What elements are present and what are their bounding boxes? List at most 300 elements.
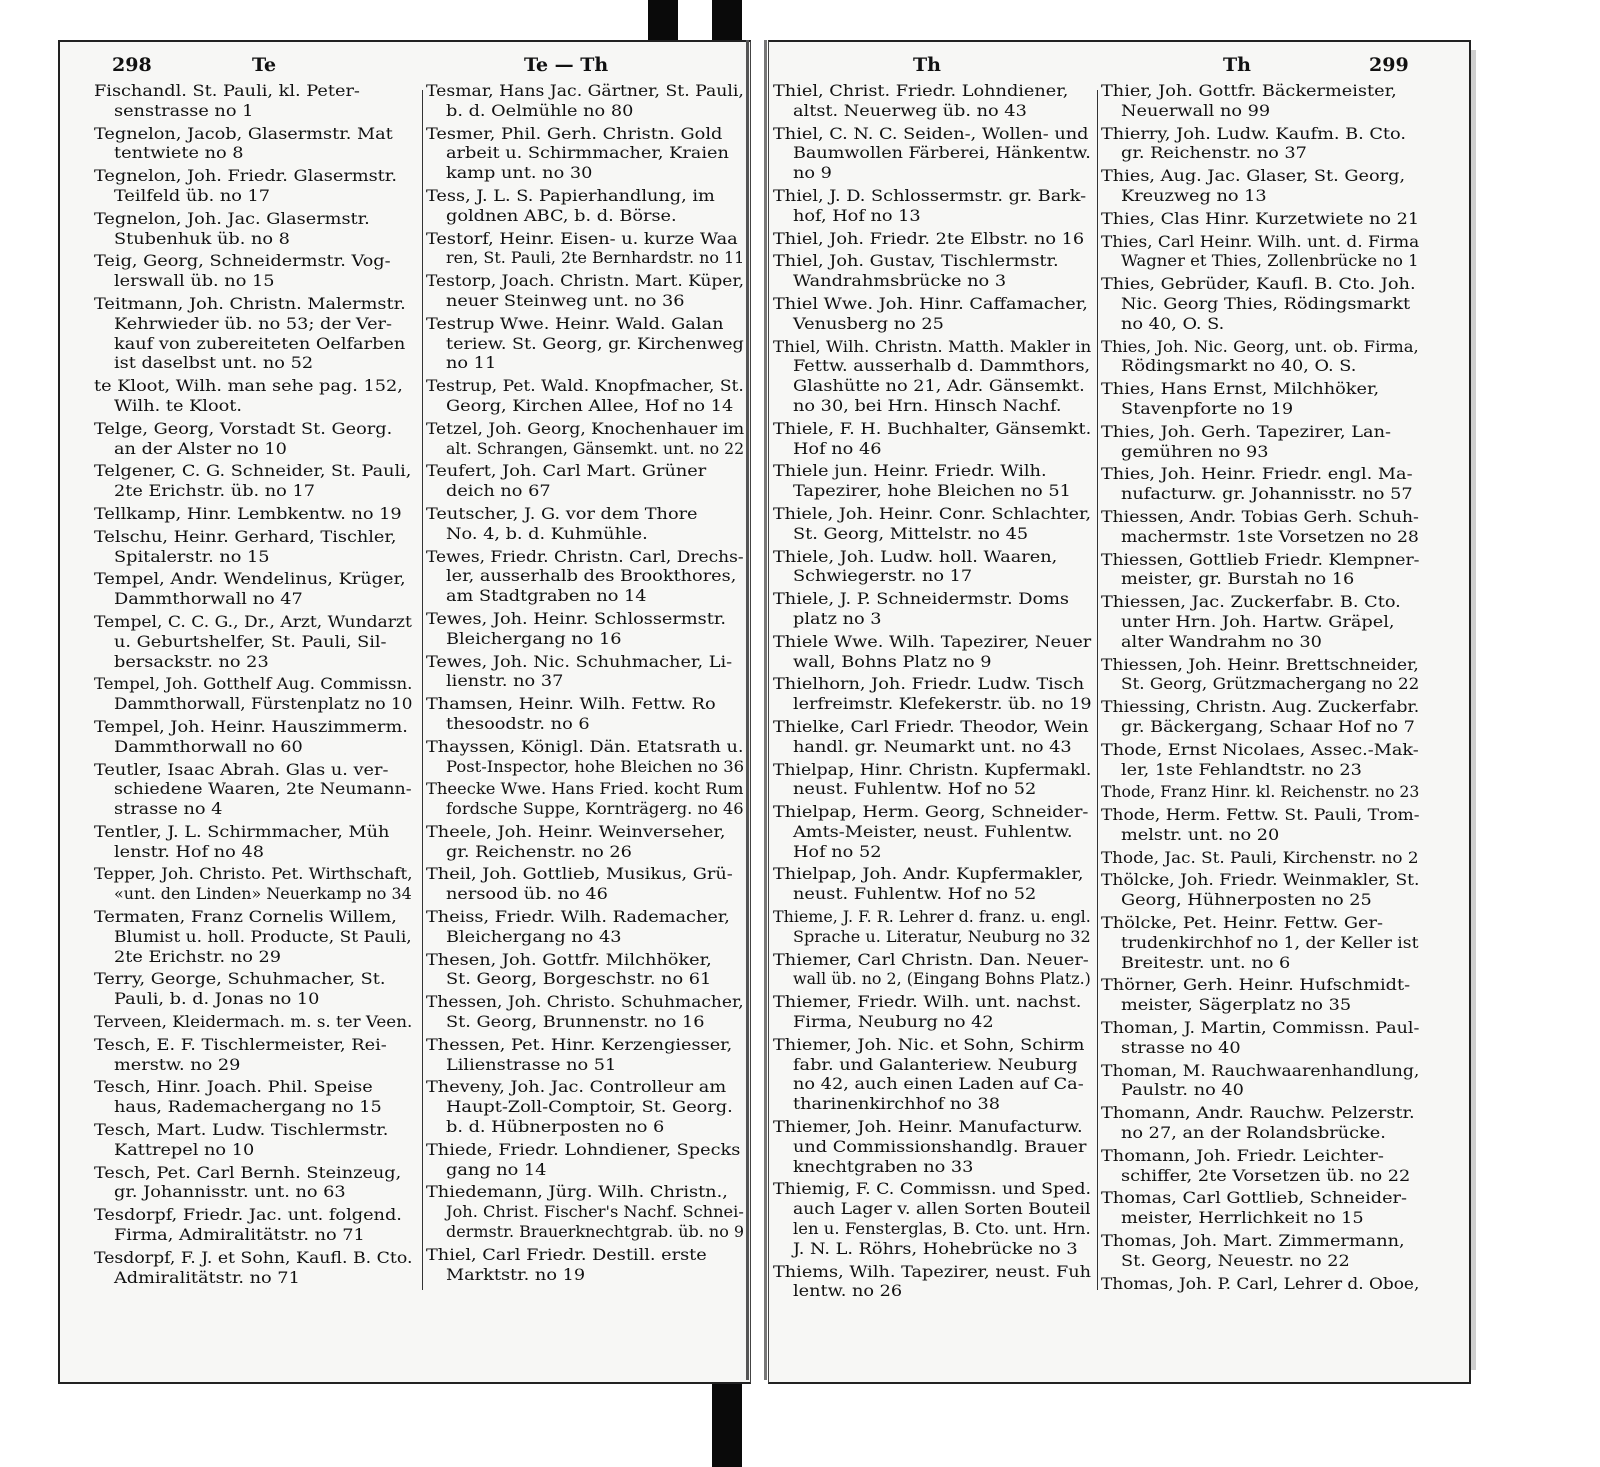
- directory-entry: [426, 951, 744, 991]
- directory-entry: [773, 505, 1091, 545]
- entry-continuation-line: Paulstr. no 40: [1121, 1081, 1244, 1100]
- directory-entry: [1101, 1062, 1419, 1102]
- entry-name-line: Thies, Joh. Nic. Georg, unt. ob. Firma,: [1101, 337, 1419, 356]
- running-head-center-left: Te — Th: [524, 54, 609, 76]
- entry-continuation-line: thesoodstr. no 6: [446, 714, 590, 733]
- entry-continuation-line: arbeit u. Schirmmacher, Kraien: [446, 144, 729, 163]
- entry-name-line: Terveen, Kleidermach. m. s. ter Veen.: [94, 1013, 413, 1032]
- entry-name-line: Tegnelon, Jacob, Glasermstr. Mat: [94, 124, 393, 143]
- directory-entry: [426, 1141, 744, 1181]
- directory-entry: [94, 970, 412, 1010]
- directory-entry: [773, 590, 1091, 630]
- entry-continuation-line: melstr. unt. no 20: [1121, 825, 1280, 844]
- book-spine-left: [746, 40, 749, 1380]
- entry-name-line: Theil, Joh. Gottlieb, Musikus, Grü-: [426, 865, 733, 884]
- entry-name-line: Thies, Joh. Heinr. Friedr. engl. Ma-: [1101, 465, 1413, 484]
- entry-continuation-line: Pauli, b. d. Jonas no 10: [114, 990, 320, 1009]
- directory-entry: [1101, 1189, 1419, 1229]
- entry-continuation-line: Nic. Georg Thies, Rödingsmarkt: [1121, 294, 1411, 313]
- entry-continuation-line: St. Georg, Borgeschstr. no 61: [446, 970, 712, 989]
- entry-continuation-line: no 40, O. S.: [1121, 314, 1225, 333]
- entry-name-line: Thiele, J. P. Schneidermstr. Doms: [773, 590, 1069, 609]
- directory-entry: [94, 613, 412, 672]
- directory-entry: [773, 951, 1091, 991]
- directory-entry: [426, 1246, 744, 1286]
- entry-name-line: Teutscher, J. G. vor dem Thore: [426, 504, 698, 523]
- entry-continuation-line: strasse no 40: [1121, 1038, 1241, 1057]
- entry-continuation-line: dermstr. Brauerknechtgrab. üb. no 9: [446, 1223, 745, 1242]
- entry-continuation-line: St. Georg, Brunnenstr. no 16: [446, 1013, 705, 1032]
- directory-entry: [1101, 1147, 1419, 1187]
- entry-continuation-line: Admiralitätstr. no 71: [114, 1268, 300, 1287]
- entry-continuation-line: no 30, bei Hrn. Hinsch Nachf.: [793, 396, 1062, 415]
- entry-continuation-line: goldnen ABC, b. d. Börse.: [446, 206, 677, 225]
- entry-name-line: Thies, Hans Ernst, Milchhöker,: [1101, 380, 1380, 399]
- directory-entry: [426, 187, 744, 227]
- entry-continuation-line: meister, Herrlichkeit no 15: [1121, 1209, 1364, 1228]
- entry-continuation-line: 2te Erichstr. no 29: [114, 947, 282, 966]
- entry-continuation-line: Stubenhuk üb. no 8: [114, 229, 290, 248]
- directory-entry: [94, 252, 412, 292]
- entry-continuation-line: lerfreimstr. Klefekerstr. üb. no 19: [793, 695, 1092, 714]
- entry-continuation-line: neust. Fuhlentw. Hof no 52: [793, 885, 1037, 904]
- entry-continuation-line: bersackstr. no 23: [114, 652, 269, 671]
- entry-continuation-line: «unt. den Linden» Neuerkamp no 34: [114, 885, 412, 904]
- entry-continuation-line: deich no 67: [446, 482, 551, 501]
- entry-continuation-line: an der Alster no 10: [114, 439, 287, 458]
- entry-continuation-line: Wagner et Thies, Zollenbrücke no 1: [1121, 252, 1419, 271]
- directory-entry: [1101, 233, 1419, 273]
- entry-name-line: Thölcke, Pet. Heinr. Fettw. Ger-: [1101, 914, 1383, 933]
- entry-name-line: Thode, Franz Hinr. kl. Reichenstr. no 23: [1101, 783, 1420, 802]
- entry-continuation-line: 2te Erichstr. üb. no 17: [114, 482, 315, 501]
- entry-continuation-line: nufacturw. gr. Johannisstr. no 57: [1121, 485, 1413, 504]
- entry-continuation-line: Firma, Neuburg no 42: [793, 1013, 994, 1032]
- entry-name-line: Thiemer, Joh. Nic. et Sohn, Schirm: [773, 1035, 1085, 1054]
- entry-name-line: Thomann, Joh. Friedr. Leichter-: [1101, 1146, 1384, 1165]
- entry-continuation-line: len u. Fensterglas, B. Cto. unt. Hrn.: [793, 1220, 1091, 1239]
- directory-entry: [1101, 741, 1419, 781]
- directory-entry: [773, 718, 1091, 758]
- right-page: [768, 40, 1471, 1384]
- directory-entry: [94, 908, 412, 967]
- entry-continuation-line: Baumwollen Färberei, Hänkentw.: [793, 144, 1091, 163]
- book-spine-right: [764, 40, 767, 1380]
- directory-entry: [773, 1180, 1091, 1259]
- entry-name-line: Tellkamp, Hinr. Lembkentw. no 19: [94, 504, 402, 523]
- directory-entry: [426, 865, 744, 905]
- directory-entry: [1101, 871, 1419, 911]
- directory-entry: [94, 125, 412, 165]
- directory-entry: [426, 462, 744, 502]
- directory-entry: [426, 823, 744, 863]
- entry-name-line: Thoman, M. Rauchwaarenhandlung,: [1101, 1061, 1420, 1080]
- entry-name-line: Thörner, Gerh. Heinr. Hufschmidt-: [1101, 976, 1411, 995]
- directory-entry: [426, 272, 744, 312]
- entry-continuation-line: u. Geburtshelfer, St. Pauli, Sil-: [114, 632, 387, 651]
- top-band-right: [712, 0, 742, 42]
- running-head-right: Th: [1223, 54, 1251, 76]
- entry-name-line: Thiel, Christ. Friedr. Lohndiener,: [773, 82, 1069, 100]
- entry-continuation-line: gang no 14: [446, 1160, 547, 1179]
- directory-entry: [773, 462, 1091, 502]
- entry-name-line: Tesmer, Phil. Gerh. Christn. Gold: [426, 124, 723, 143]
- directory-entry: [94, 1013, 412, 1033]
- entry-name-line: Thiele, F. H. Buchhalter, Gänsemkt.: [773, 419, 1092, 438]
- bottom-band: [712, 1378, 742, 1467]
- entry-continuation-line: neuer Steinweg unt. no 36: [446, 291, 685, 310]
- entry-name-line: Tesch, Pet. Carl Bernh. Steinzeug,: [94, 1163, 402, 1182]
- directory-entry: [1101, 1104, 1419, 1144]
- directory-entry: [94, 377, 412, 417]
- entry-name-line: Thiessen, Joh. Heinr. Brettschneider,: [1101, 655, 1419, 674]
- left-page-column-1: [94, 82, 412, 1291]
- entry-name-line: Telgener, C. G. Schneider, St. Pauli,: [94, 462, 412, 481]
- directory-entry: [1101, 593, 1419, 652]
- directory-entry: [1101, 698, 1419, 738]
- directory-entry: [1101, 465, 1419, 505]
- entry-name-line: Theele, Joh. Heinr. Weinverseher,: [426, 822, 726, 841]
- entry-continuation-line: Georg, Hühnerposten no 25: [1121, 891, 1372, 910]
- entry-continuation-line: Dammthorwall, Fürstenplatz no 10: [114, 695, 413, 714]
- entry-name-line: Thiede, Friedr. Lohndiener, Specks: [426, 1140, 741, 1159]
- entry-name-line: Teufert, Joh. Carl Mart. Grüner: [426, 462, 707, 481]
- entry-name-line: Thesen, Joh. Gottfr. Milchhöker,: [426, 950, 712, 969]
- entry-name-line: te Kloot, Wilh. man sehe pag. 152,: [94, 377, 403, 396]
- entry-continuation-line: neust. Fuhlentw. Hof no 52: [793, 780, 1037, 799]
- entry-name-line: Thiedemann, Jürg. Wilh. Christn.,: [426, 1183, 728, 1202]
- directory-entry: [426, 125, 744, 184]
- entry-name-line: Testorf, Heinr. Eisen- u. kurze Waa: [426, 229, 738, 248]
- directory-entry: [773, 252, 1091, 292]
- entry-continuation-line: Georg, Kirchen Allee, Hof no 14: [446, 396, 734, 415]
- left-page: [58, 40, 751, 1384]
- entry-name-line: Thomas, Joh. P. Carl, Lehrer d. Oboe,: [1101, 1274, 1420, 1293]
- entry-name-line: Teig, Georg, Schneidermstr. Vog-: [94, 252, 391, 271]
- entry-name-line: Tegnelon, Joh. Friedr. Glasermstr.: [94, 167, 397, 186]
- directory-entry: [426, 780, 744, 820]
- entry-name-line: Thies, Aug. Jac. Glaser, St. Georg,: [1101, 167, 1406, 186]
- entry-continuation-line: St. Georg, Mittelstr. no 45: [793, 524, 1029, 543]
- entry-name-line: Tepper, Joh. Christo. Pet. Wirthschaft,: [94, 865, 413, 884]
- directory-entry: [1101, 849, 1419, 869]
- entry-name-line: Thielpap, Joh. Andr. Kupfermakler,: [773, 865, 1084, 884]
- entry-continuation-line: b. d. Hübnerposten no 6: [446, 1118, 665, 1137]
- entry-continuation-line: wall, Bohns Platz no 9: [793, 652, 992, 671]
- entry-continuation-line: und Commissionshandlg. Brauer: [793, 1137, 1087, 1156]
- entry-name-line: Fischandl. St. Pauli, kl. Peter-: [94, 82, 360, 100]
- entry-continuation-line: haus, Rademachergang no 15: [114, 1098, 382, 1117]
- entry-name-line: Thielke, Carl Friedr. Theodor, Wein: [773, 717, 1089, 736]
- entry-continuation-line: meister, Sägerplatz no 35: [1121, 996, 1352, 1015]
- entry-name-line: Thiemer, Friedr. Wilh. unt. nachst.: [773, 993, 1082, 1012]
- entry-continuation-line: Post-Inspector, hohe Bleichen no 36: [446, 757, 745, 776]
- entry-name-line: Thiel, Carl Friedr. Destill. erste: [426, 1245, 707, 1264]
- page-number-left: 298: [112, 54, 152, 76]
- entry-continuation-line: strasse no 4: [114, 800, 223, 819]
- directory-entry: [94, 1036, 412, 1076]
- entry-name-line: Thayssen, Königl. Dän. Etatsrath u.: [426, 737, 744, 756]
- entry-continuation-line: St. Georg, Grützmachergang no 22: [1121, 675, 1420, 694]
- directory-entry: [1101, 275, 1419, 334]
- entry-continuation-line: kamp unt. no 30: [446, 164, 593, 183]
- entry-continuation-line: schiedene Waaren, 2te Neumann-: [114, 780, 412, 799]
- directory-entry: [426, 1183, 744, 1242]
- left-page-column-2: [426, 82, 744, 1288]
- entry-continuation-line: Venusberg no 25: [793, 314, 944, 333]
- entry-name-line: Testrup Wwe. Heinr. Wald. Galan: [426, 314, 724, 333]
- entry-continuation-line: Hof no 46: [793, 439, 882, 458]
- entry-name-line: Tempel, Joh. Gotthelf Aug. Commissn.: [94, 675, 413, 694]
- entry-continuation-line: Fettw. ausserhalb d. Dammthors,: [793, 357, 1091, 376]
- entry-continuation-line: Haupt-Zoll-Comptoir, St. Georg.: [446, 1098, 733, 1117]
- entry-continuation-line: gr. Reichenstr. no 26: [446, 842, 632, 861]
- entry-name-line: Tentler, J. L. Schirmmacher, Müh: [94, 822, 390, 841]
- directory-entry: [1101, 423, 1419, 463]
- entry-continuation-line: Dammthorwall no 60: [114, 737, 303, 756]
- directory-entry: [1101, 656, 1419, 696]
- entry-name-line: Thessen, Pet. Hinr. Kerzengiesser,: [426, 1035, 733, 1054]
- entry-name-line: Thiel, Wilh. Christn. Matth. Makler in: [773, 337, 1092, 356]
- entry-name-line: Tess, J. L. S. Papierhandlung, im: [426, 186, 715, 205]
- directory-entry: [1101, 380, 1419, 420]
- entry-continuation-line: Wandrahmsbrücke no 3: [793, 272, 1007, 291]
- entry-continuation-line: Teilfeld üb. no 17: [114, 186, 271, 205]
- entry-continuation-line: unter Hrn. Joh. Hartw. Gräpel,: [1121, 612, 1395, 631]
- entry-name-line: Tempel, Joh. Heinr. Hauszimmerm.: [94, 717, 408, 736]
- directory-entry: [94, 420, 412, 460]
- directory-entry: [94, 295, 412, 374]
- entry-name-line: Testrup, Pet. Wald. Knopfmacher, St.: [426, 377, 744, 396]
- entry-name-line: Tesch, Mart. Ludw. Tischlermstr.: [94, 1121, 389, 1140]
- running-head-left: Te: [252, 54, 277, 76]
- directory-entry: [426, 1078, 744, 1137]
- entry-name-line: Thoman, J. Martin, Commissn. Paul-: [1101, 1019, 1420, 1038]
- entry-continuation-line: J. N. L. Röhrs, Hohebrücke no 3: [793, 1239, 1078, 1258]
- entry-name-line: Thiemig, F. C. Commissn. und Sped.: [773, 1180, 1091, 1199]
- directory-entry: [94, 210, 412, 250]
- entry-name-line: Thielpap, Herm. Georg, Schneider-: [773, 803, 1089, 822]
- entry-name-line: Thies, Carl Heinr. Wilh. unt. d. Firma: [1101, 232, 1420, 251]
- entry-continuation-line: Neuerwall no 99: [1121, 101, 1271, 120]
- entry-name-line: Thiessen, Gottlieb Friedr. Klempner-: [1101, 550, 1420, 569]
- entry-continuation-line: St. Georg, Neuestr. no 22: [1121, 1251, 1350, 1270]
- top-band-left: [648, 0, 678, 42]
- entry-name-line: Terry, George, Schuhmacher, St.: [94, 970, 386, 989]
- entry-name-line: Thomas, Joh. Mart. Zimmermann,: [1101, 1232, 1405, 1251]
- directory-entry: [94, 761, 412, 820]
- directory-entry: [94, 1078, 412, 1118]
- entry-continuation-line: no 27, an der Rolandsbrücke.: [1121, 1124, 1386, 1143]
- entry-continuation-line: schiffer, 2te Vorsetzen üb. no 22: [1121, 1166, 1411, 1185]
- entry-name-line: Thies, Joh. Gerh. Tapezirer, Lan-: [1101, 422, 1391, 441]
- directory-entry: [1101, 551, 1419, 591]
- entry-continuation-line: lentw. no 26: [793, 1282, 903, 1301]
- directory-entry: [773, 1263, 1091, 1303]
- entry-name-line: Thies, Clas Hinr. Kurzetwiete no 21: [1101, 209, 1420, 228]
- entry-continuation-line: fabr. und Galanteriew. Neuburg: [793, 1055, 1078, 1074]
- entry-name-line: Thode, Ernst Nicolaes, Assec.-Mak-: [1101, 740, 1419, 759]
- entry-name-line: Thessen, Joh. Christo. Schuhmacher,: [426, 993, 744, 1012]
- entry-continuation-line: gr. Reichenstr. no 37: [1121, 144, 1307, 163]
- directory-entry: [773, 125, 1091, 184]
- directory-entry: [1101, 1019, 1419, 1059]
- entry-name-line: Thiessen, Jac. Zuckerfabr. B. Cto.: [1101, 593, 1401, 612]
- directory-entry: [426, 82, 744, 122]
- directory-entry: [426, 420, 744, 460]
- entry-name-line: Thiel, C. N. C. Seiden-, Wollen- und: [773, 124, 1089, 143]
- directory-entry: [426, 315, 744, 374]
- entry-name-line: Telschu, Heinr. Gerhard, Tischler,: [94, 527, 397, 546]
- entry-name-line: Testorp, Joach. Christn. Mart. Küper,: [426, 272, 745, 291]
- entry-name-line: Thierry, Joh. Ludw. Kaufm. B. Cto.: [1101, 124, 1407, 143]
- entry-continuation-line: Joh. Christ. Fischer's Nachf. Schnei-: [446, 1203, 744, 1222]
- directory-entry: [426, 230, 744, 270]
- entry-continuation-line: Bleichergang no 43: [446, 927, 622, 946]
- directory-entry: [773, 338, 1091, 417]
- directory-entry: [1101, 1232, 1419, 1272]
- directory-entry: [94, 505, 412, 525]
- entry-name-line: Thiems, Wilh. Tapezirer, neust. Fuh: [773, 1262, 1092, 1281]
- entry-continuation-line: lenstr. Hof no 48: [114, 842, 264, 861]
- entry-name-line: Thiel Wwe. Joh. Hinr. Caffamacher,: [773, 294, 1088, 313]
- entry-continuation-line: tharinenkirchhof no 38: [793, 1095, 1001, 1114]
- entry-continuation-line: alt. Schrangen, Gänsemkt. unt. no 22: [446, 439, 745, 458]
- entry-name-line: Tesdorpf, Friedr. Jac. unt. folgend.: [94, 1206, 402, 1225]
- directory-entry: [1101, 783, 1419, 803]
- entry-name-line: Thiele, Joh. Heinr. Conr. Schlachter,: [773, 504, 1092, 523]
- entry-continuation-line: Rödingsmarkt no 40, O. S.: [1121, 357, 1357, 376]
- directory-entry: [426, 1036, 744, 1076]
- directory-entry: [426, 653, 744, 693]
- entry-continuation-line: Breitestr. unt. no 6: [1121, 953, 1291, 972]
- entry-name-line: Thielhorn, Joh. Friedr. Ludw. Tisch: [773, 675, 1085, 694]
- entry-continuation-line: kauf von zubereiteten Oelfarben: [114, 334, 406, 353]
- entry-continuation-line: Marktstr. no 19: [446, 1265, 586, 1284]
- directory-entry: [94, 462, 412, 502]
- running-head-center-right: Th: [913, 54, 941, 76]
- entry-continuation-line: ren, St. Pauli, 2te Bernhardstr. no 11: [446, 249, 745, 268]
- entry-name-line: Thode, Herm. Fettw. St. Pauli, Trom-: [1101, 806, 1420, 825]
- entry-name-line: Tesch, Hinr. Joach. Phil. Speise: [94, 1078, 373, 1097]
- entry-name-line: Thier, Joh. Gottfr. Bäckermeister,: [1101, 82, 1397, 100]
- entry-continuation-line: no 42, auch einen Laden auf Ca-: [793, 1075, 1084, 1094]
- entry-continuation-line: no 11: [446, 354, 497, 373]
- directory-entry: [773, 1118, 1091, 1177]
- entry-continuation-line: Stavenpforte no 19: [1121, 399, 1294, 418]
- directory-entry: [773, 82, 1091, 122]
- directory-entry: [1101, 167, 1419, 207]
- entry-continuation-line: handl. gr. Neumarkt unt. no 43: [793, 737, 1072, 756]
- entry-continuation-line: am Stadtgraben no 14: [446, 587, 647, 606]
- entry-continuation-line: b. d. Oelmühle no 80: [446, 101, 634, 120]
- entry-continuation-line: tentwiete no 8: [114, 144, 244, 163]
- entry-continuation-line: gr. Bäckergang, Schaar Hof no 7: [1121, 717, 1415, 736]
- entry-continuation-line: auch Lager v. allen Sorten Bouteil: [793, 1200, 1091, 1219]
- directory-entry: [773, 1036, 1091, 1115]
- directory-entry: [1101, 210, 1419, 230]
- entry-name-line: Tewes, Joh. Heinr. Schlossermstr.: [426, 609, 726, 628]
- entry-continuation-line: Spitalerstr. no 15: [114, 547, 270, 566]
- entry-name-line: Thiel, Joh. Gustav, Tischlermstr.: [773, 252, 1059, 271]
- entry-continuation-line: No. 4, b. d. Kuhmühle.: [446, 524, 648, 543]
- entry-continuation-line: ler, 1ste Fehlandtstr. no 23: [1121, 760, 1362, 779]
- entry-name-line: Thielpap, Hinr. Christn. Kupfermakl.: [773, 760, 1092, 779]
- directory-entry: [1101, 508, 1419, 548]
- column-divider: [1097, 90, 1098, 1290]
- entry-continuation-line: gemühren no 93: [1121, 442, 1269, 461]
- directory-entry: [94, 865, 412, 905]
- directory-entry: [773, 420, 1091, 460]
- entry-name-line: Teutler, Isaac Abrah. Glas u. ver-: [94, 760, 389, 779]
- entry-continuation-line: Bleichergang no 16: [446, 629, 622, 648]
- entry-continuation-line: gr. Johannisstr. unt. no 63: [114, 1183, 346, 1202]
- entry-continuation-line: lienstr. no 37: [446, 672, 564, 691]
- entry-name-line: Thamsen, Heinr. Wilh. Fettw. Ro: [426, 695, 716, 714]
- directory-entry: [94, 528, 412, 568]
- entry-name-line: Tesdorpf, F. J. et Sohn, Kaufl. B. Cto.: [94, 1248, 413, 1267]
- directory-entry: [94, 1249, 412, 1289]
- directory-entry: [773, 548, 1091, 588]
- entry-continuation-line: Kreuzweg no 13: [1121, 186, 1267, 205]
- entry-name-line: Thiessen, Andr. Tobias Gerh. Schuh-: [1101, 507, 1419, 526]
- entry-continuation-line: altst. Neuerweg üb. no 43: [793, 101, 1027, 120]
- directory-entry: [94, 1164, 412, 1204]
- directory-entry: [1101, 976, 1419, 1016]
- entry-continuation-line: trudenkirchhof no 1, der Keller ist: [1121, 933, 1419, 952]
- entry-continuation-line: Tapezirer, hohe Bleichen no 51: [793, 482, 1071, 501]
- directory-entry: [426, 377, 744, 417]
- entry-continuation-line: wall üb. no 2, (Eingang Bohns Platz.): [793, 970, 1091, 989]
- entry-name-line: Thiemer, Joh. Heinr. Manufacturw.: [773, 1118, 1083, 1137]
- directory-entry: [773, 187, 1091, 227]
- directory-entry: [94, 675, 412, 715]
- entry-name-line: Tewes, Joh. Nic. Schuhmacher, Li-: [426, 652, 733, 671]
- entry-name-line: Thode, Jac. St. Pauli, Kirchenstr. no 2: [1101, 848, 1419, 867]
- entry-continuation-line: Blumist u. holl. Producte, St Pauli,: [114, 927, 412, 946]
- directory-entry: [426, 548, 744, 607]
- entry-continuation-line: Amts-Meister, neust. Fuhlentw.: [793, 822, 1073, 841]
- entry-name-line: Thiele Wwe. Wilh. Tapezirer, Neuer: [773, 632, 1092, 651]
- entry-name-line: Thiel, Joh. Friedr. 2te Elbstr. no 16: [773, 229, 1085, 248]
- entry-name-line: Thieme, J. F. R. Lehrer d. franz. u. engl.: [773, 908, 1091, 927]
- directory-entry: [773, 675, 1091, 715]
- entry-name-line: Theveny, Joh. Jac. Controlleur am: [426, 1078, 727, 1097]
- entry-continuation-line: nersood üb. no 46: [446, 885, 608, 904]
- entry-continuation-line: meister, gr. Burstah no 16: [1121, 570, 1355, 589]
- entry-name-line: Theiss, Friedr. Wilh. Rademacher,: [426, 908, 730, 927]
- entry-continuation-line: Sprache u. Literatur, Neuburg no 32: [793, 927, 1091, 946]
- directory-entry: [94, 167, 412, 207]
- directory-entry: [773, 993, 1091, 1033]
- directory-entry: [426, 908, 744, 948]
- entry-continuation-line: Wilh. te Kloot.: [114, 396, 243, 415]
- directory-entry: [94, 1206, 412, 1246]
- entry-continuation-line: Kattrepel no 10: [114, 1140, 255, 1159]
- directory-entry: [426, 993, 744, 1033]
- entry-continuation-line: fordsche Suppe, Kornträgerg. no 46: [446, 800, 744, 819]
- page-number-right: 299: [1369, 54, 1409, 76]
- entry-continuation-line: hof, Hof no 13: [793, 206, 921, 225]
- entry-continuation-line: Hof no 52: [793, 842, 882, 861]
- directory-entry: [1101, 806, 1419, 846]
- entry-name-line: Tempel, Andr. Wendelinus, Krüger,: [94, 570, 406, 589]
- entry-continuation-line: Glashütte no 21, Adr. Gänsemkt.: [793, 377, 1085, 396]
- directory-entry: [773, 633, 1091, 673]
- directory-entry: [773, 761, 1091, 801]
- entry-name-line: Thiemer, Carl Christn. Dan. Neuer-: [773, 950, 1089, 969]
- entry-continuation-line: alter Wandrahm no 30: [1121, 632, 1322, 651]
